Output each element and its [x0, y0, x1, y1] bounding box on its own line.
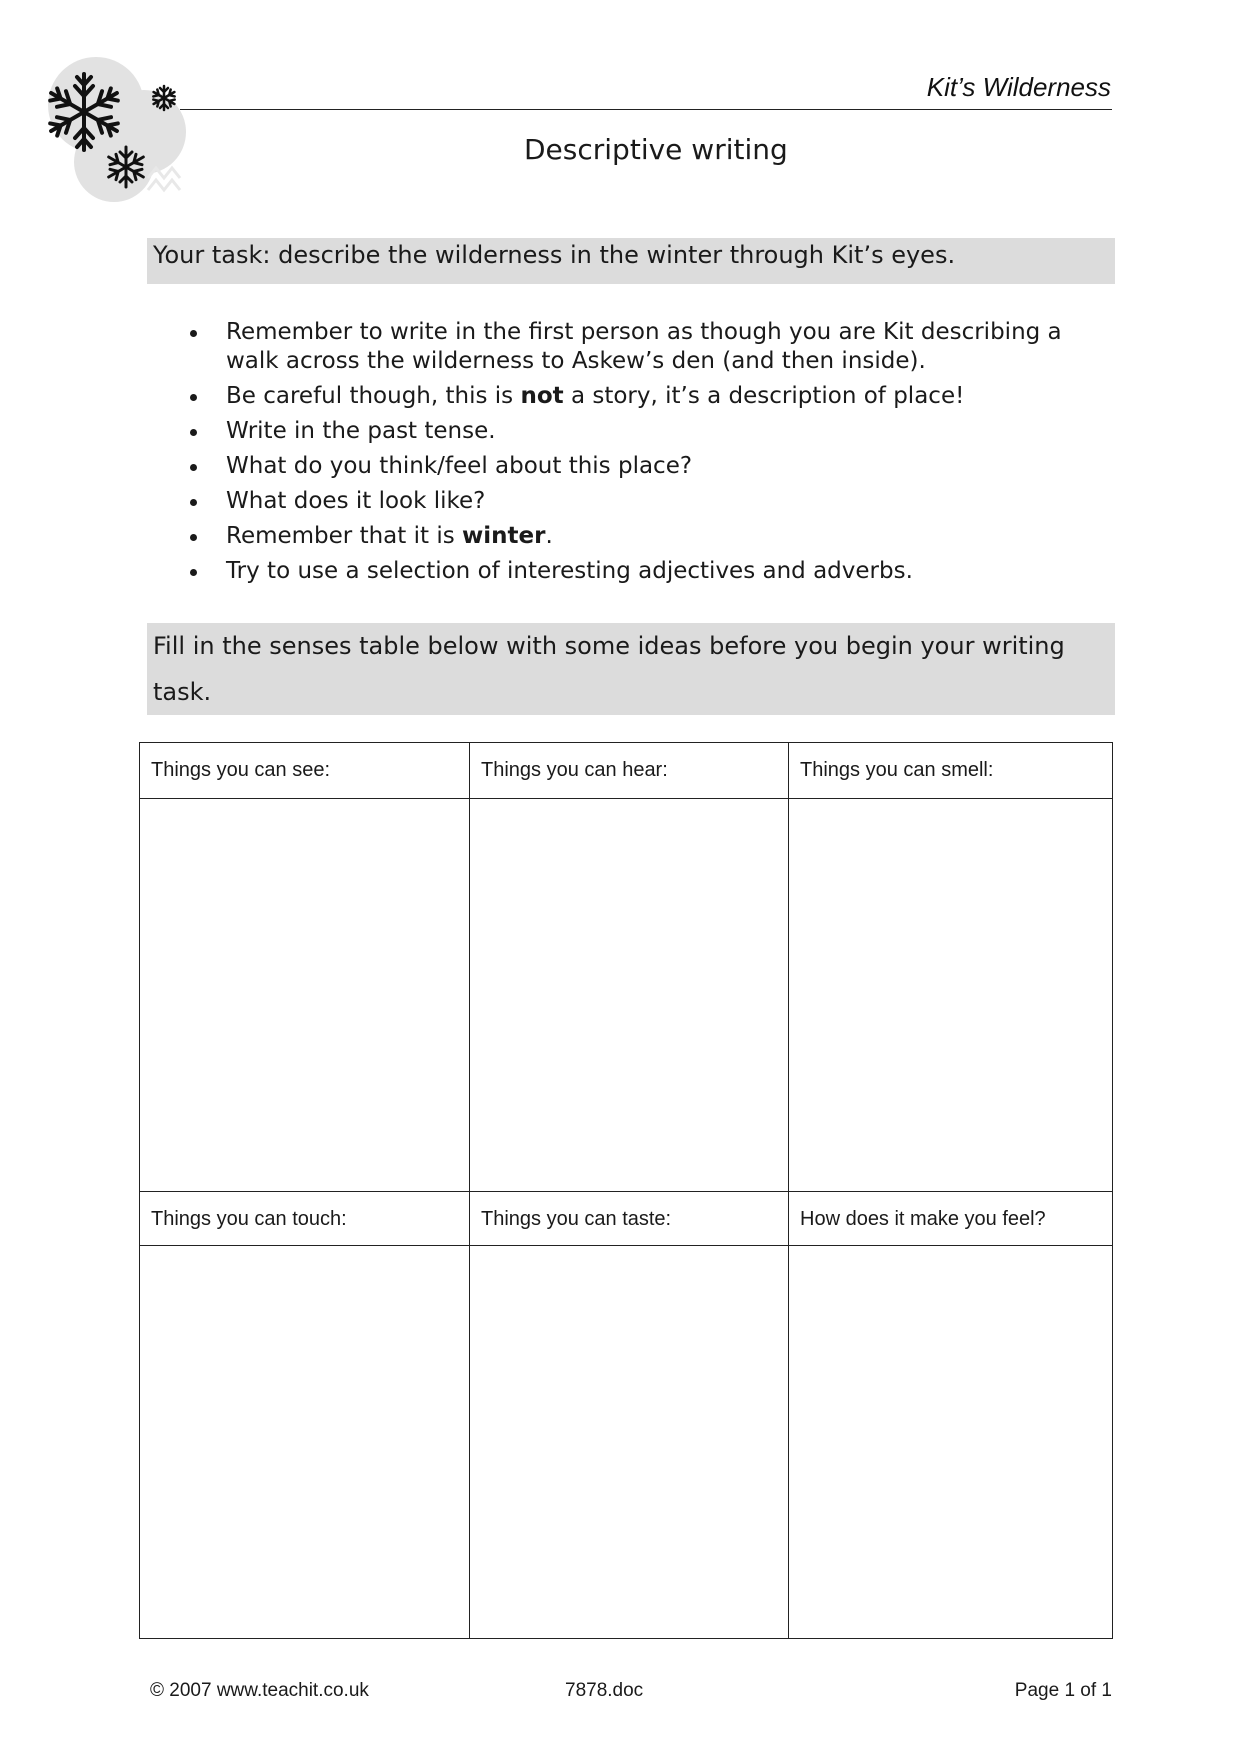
list-item: What do you think/feel about this place? [182, 452, 1112, 481]
list-item: Try to use a selection of interesting adjectives and adverbs. [182, 557, 1112, 586]
answer-cell-hear[interactable] [470, 799, 789, 1192]
list-item: What does it look like? [182, 487, 1112, 516]
list-item: Write in the past tense. [182, 417, 1112, 446]
footer-page-number: Page 1 of 1 [1014, 1680, 1112, 1701]
snowflake-logo-icon [36, 50, 196, 210]
footer-copyright: © 2007 www.teachit.co.uk [150, 1680, 369, 1701]
header-title: Kit’s Wilderness [926, 72, 1111, 102]
table-header-feel: How does it make you feel? [789, 1192, 1113, 1246]
bullet-icon [190, 534, 197, 541]
document-title: Descriptive writing [524, 133, 788, 166]
answer-cell-taste[interactable] [470, 1246, 789, 1639]
bullet-icon [190, 569, 197, 576]
answer-cell-feel[interactable] [789, 1246, 1113, 1639]
answer-cell-touch[interactable] [140, 1246, 470, 1639]
bullet-icon [190, 429, 197, 436]
list-item: Be careful though, this is not a story, it’s a description of place! [182, 382, 1112, 411]
footer-filename: 7878.doc [565, 1680, 644, 1701]
list-item: Remember to write in the first person as though you are Kit describing a walk across the wilderness to Askew’s den (and then inside). [182, 318, 1112, 376]
list-item: Remember that it is winter. [182, 522, 1112, 551]
table-row [140, 743, 1113, 799]
senses-table [139, 742, 1113, 1639]
header-divider [180, 109, 1112, 110]
table-row [140, 799, 1113, 1192]
table-header-smell: Things you can smell: [789, 743, 1113, 799]
bullet-icon [190, 330, 197, 337]
instruction-text: Fill in the senses table below with some ideas before you begin your writing task. [153, 632, 1065, 706]
table-header-touch: Things you can touch: [140, 1192, 470, 1246]
table-row [140, 1192, 1113, 1246]
table-row [140, 1246, 1113, 1639]
task-text: Your task: describe the wilderness in the winter through Kit’s eyes. [153, 241, 956, 269]
bullet-icon [190, 464, 197, 471]
table-header-see: Things you can see: [140, 743, 470, 799]
bullet-icon [190, 499, 197, 506]
answer-cell-see[interactable] [140, 799, 470, 1192]
table-header-hear: Things you can hear: [470, 743, 789, 799]
bullet-icon [190, 394, 197, 401]
table-header-taste: Things you can taste: [470, 1192, 789, 1246]
instruction-banner [147, 623, 1115, 715]
task-banner [147, 238, 1115, 284]
answer-cell-smell[interactable] [789, 799, 1113, 1192]
instruction-list [182, 318, 1112, 592]
